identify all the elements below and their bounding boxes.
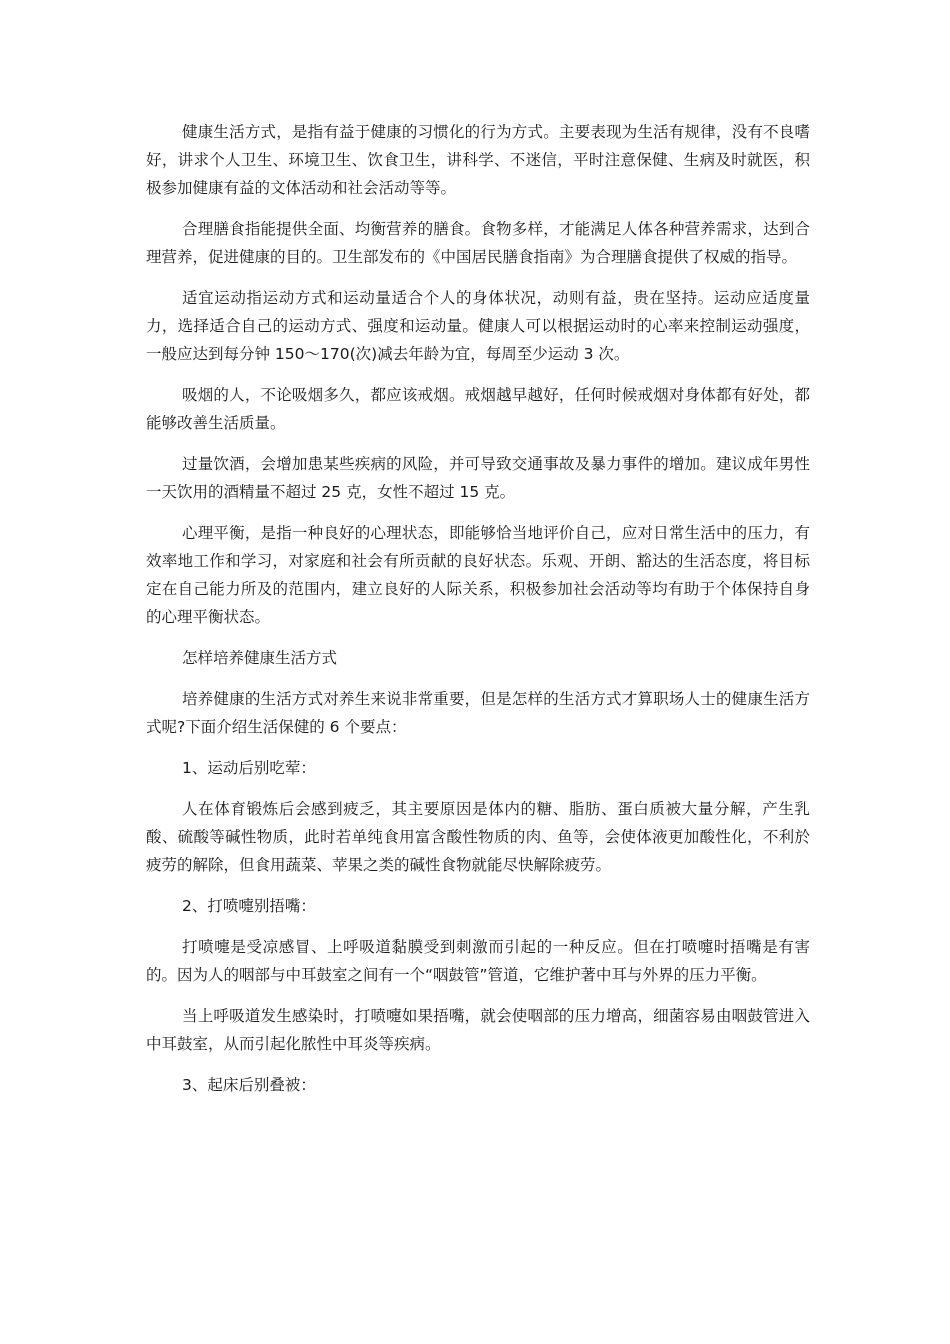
list-item-heading-1: 1、运动后别吃荤：	[182, 759, 316, 777]
paragraph-item-2-body-b: 当上呼吸道发生感染时，打喷嚏如果捂嘴，就会使咽部的压力增高，细菌容易由咽鼓管进入中耳鼓室，从而引起化脓性中耳炎等疾病。	[146, 1007, 810, 1053]
paragraph-item-1-body: 人在体育锻炼后会感到疲乏，其主要原因是体内的糖、脂肪、蛋白质被大量分解，产生乳酸、硫酸等碱性物质，此时若单纯食用富含酸性物质的肉、鱼等，会使体液更加酸性化，不利於疲劳的解除，但食用蔬菜、苹果之类的碱性食物就能尽快解除疲劳。	[146, 800, 810, 874]
paragraph-balanced-diet: 合理膳食指能提供全面、均衡营养的膳食。食物多样，才能满足人体各种营养需求，达到合理营养，促进健康的目的。卫生部发布的《中国居民膳食指南》为合理膳食提供了权威的指导。	[146, 220, 810, 266]
list-item-heading-2: 2、打喷嚏别捂嘴：	[182, 897, 316, 915]
paragraph-healthy-lifestyle-definition: 健康生活方式，是指有益于健康的习惯化的行为方式。主要表现为生活有规律，没有不良嗜好，讲求个人卫生、环境卫生、饮食卫生，讲科学、不迷信，平时注意保健、生病及时就医，积极参加健康有益的文体活动和社会活动等等。	[146, 123, 810, 197]
paragraph-item-2-body-a: 打喷嚏是受凉感冒、上呼吸道黏膜受到刺激而引起的一种反应。但在打喷嚏时捂嘴是有害的。因为人的咽部与中耳鼓室之间有一个“咽鼓管”管道，它维护著中耳与外界的压力平衡。	[146, 938, 810, 984]
paragraph-limit-alcohol: 过量饮酒，会增加患某些疾病的风险，并可导致交通事故及暴力事件的增加。建议成年男性一天饮用的酒精量不超过 25 克，女性不超过 15 克。	[146, 455, 810, 501]
paragraph-quit-smoking: 吸烟的人，不论吸烟多久，都应该戒烟。戒烟越早越好，任何时候戒烟对身体都有好处，都能够改善生活质量。	[146, 386, 810, 432]
paragraph-psychological-balance: 心理平衡，是指一种良好的心理状态，即能够恰当地评价自己，应对日常生活中的压力，有效率地工作和学习，对家庭和社会有所贡献的良好状态。乐观、开朗、豁达的生活态度，将目标定在自己能力所及的范围内，建立良好的人际关系，积极参加社会活动等均有助于个体保持自身的心理平衡状态。	[146, 524, 810, 626]
paragraph-appropriate-exercise: 适宜运动指运动方式和运动量适合个人的身体状况，动则有益，贵在坚持。运动应适度量力，选择适合自己的运动方式、强度和运动量。健康人可以根据运动时的心率来控制运动强度，一般应达到每分钟 150～170(次)减去年龄为宜，每周至少运动 3 次。	[146, 289, 810, 363]
list-item-heading-3: 3、起床后别叠被：	[182, 1076, 316, 1094]
paragraph-intro-six-points: 培养健康的生活方式对养生来说非常重要，但是怎样的生活方式才算职场人士的健康生活方式呢?下面介绍生活保健的 6 个要点：	[146, 690, 810, 736]
document-page	[146, 118, 810, 1112]
section-heading: 怎样培养健康生活方式	[182, 649, 338, 667]
